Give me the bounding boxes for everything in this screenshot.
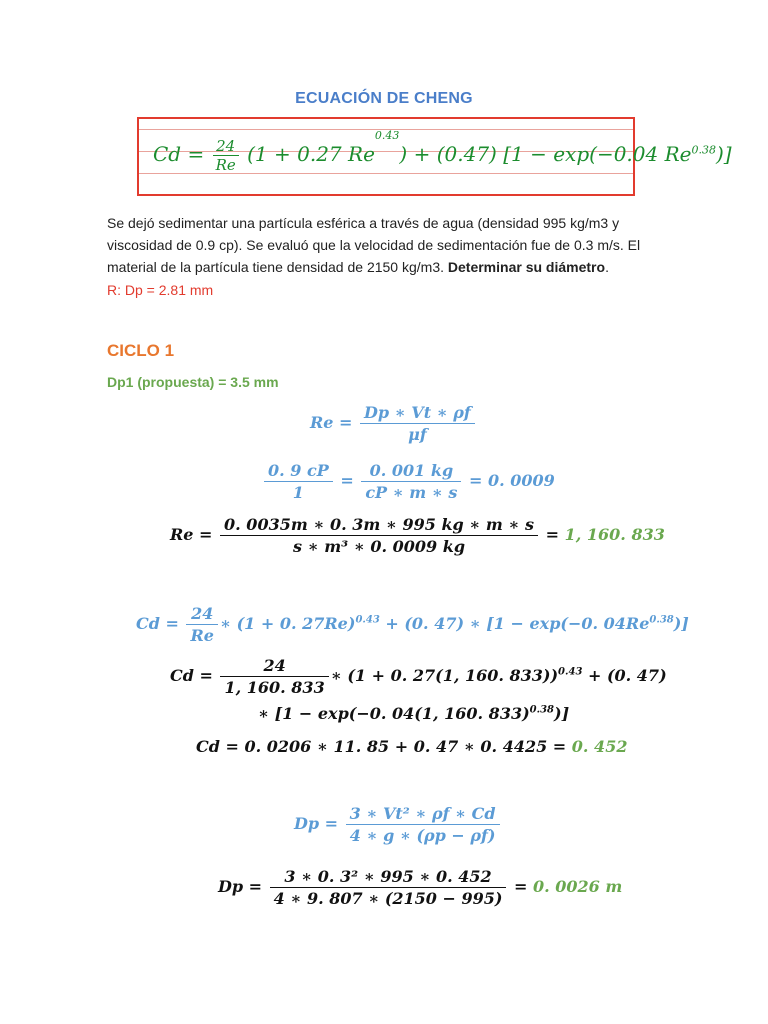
cdcalc-line2: ∗ [1 − exp(−0. 04(1, 160. 833) <box>258 704 530 723</box>
cd-rest3: )] <box>673 614 689 633</box>
recalc-eq: = <box>545 525 560 544</box>
hw-num: 24 <box>216 137 236 155</box>
proposed-diameter: Dp1 (propuesta) = 3.5 mm <box>107 374 279 390</box>
dp-num: 3 ∗ Vt² ∗ ρf ∗ Cd <box>349 804 496 823</box>
cdcalc-exp2: 0.38 <box>529 704 555 716</box>
re-den: μf <box>360 423 475 445</box>
dp-lhs: Dp = <box>294 814 339 833</box>
hw-fraction <box>213 137 239 174</box>
cd-rest: ∗ (1 + 0. 27Re) <box>219 614 356 633</box>
hw-plus: + (0.47) <box>413 142 497 166</box>
cdcalc-rest: ∗ (1 + 0. 27(1, 160. 833)) <box>330 666 559 685</box>
visc-result: = 0. 0009 <box>469 471 555 490</box>
hw-den: Re <box>213 155 239 174</box>
hw-exp1: 0.43 <box>374 129 400 143</box>
drag-coefficient-calculation-line2 <box>258 704 569 723</box>
handwritten-cheng-equation <box>153 129 732 174</box>
dpcalc-num: 3 ∗ 0. 3² ∗ 995 ∗ 0. 452 <box>284 867 492 886</box>
problem-text: Se dejó sedimentar una partícula esférica a través de agua (densidad 995 kg/m3 y viscosidad de 0.9 cp). Se evaluó que la velocidad de sedimentación fue de 0.3 m/s. El material de la partícula tiene densidad de 2150 kg/m3. <box>107 215 641 275</box>
visc-den2: cP ∗ m ∗ s <box>361 481 461 503</box>
recalc-num: 0. 0035m ∗ 0. 3m ∗ 995 kg ∗ m ∗ s <box>224 515 535 534</box>
problem-bold: Determinar su diámetro <box>447 259 606 275</box>
hw-close2: )] <box>715 142 732 166</box>
re-lhs: Re = <box>310 413 353 432</box>
re-num: Dp ∗ Vt ∗ ρf <box>364 403 471 422</box>
hw-term1: (1 + 0.27 Re <box>247 142 375 166</box>
drag-coefficient-result <box>196 737 627 756</box>
visc-num2: 0. 001 kg <box>369 461 454 480</box>
drag-coefficient-formula <box>136 603 689 646</box>
recalc-den: s ∗ m³ ∗ 0. 0009 kg <box>220 535 538 557</box>
dp-den: 4 ∗ g ∗ (ρp − ρf) <box>346 824 500 846</box>
visc-eq: = <box>340 471 354 490</box>
reynolds-formula <box>310 402 477 445</box>
dpcalc-lhs: Dp = <box>218 877 263 896</box>
diameter-calculation <box>218 866 622 909</box>
viscosity-conversion <box>262 460 555 503</box>
cdcalc-lhs: Cd = <box>170 666 213 685</box>
cd-rest2: + (0. 47) ∗ [1 − exp(−0. 04Re <box>379 614 650 633</box>
hw-cd-label: Cd = <box>153 142 205 166</box>
cd-lhs: Cd = <box>136 614 179 633</box>
dpcalc-den: 4 ∗ 9. 807 ∗ (2150 − 995) <box>270 887 507 909</box>
answer-line: R: Dp = 2.81 mm <box>107 282 214 298</box>
visc-num1: 0. 9 cP <box>268 461 329 480</box>
cd-exp1: 0.43 <box>355 614 380 626</box>
drag-coefficient-calculation <box>170 655 667 698</box>
cdcalc-den: 1, 160. 833 <box>220 676 328 698</box>
cd-den: Re <box>186 624 217 646</box>
dpcalc-result: 0. 0026 m <box>533 877 623 896</box>
problem-statement <box>107 212 667 278</box>
recalc-result: 1, 160. 833 <box>564 525 665 544</box>
dpcalc-eq: = <box>514 877 528 896</box>
problem-end: . <box>605 259 609 275</box>
page-title: ECUACIÓN DE CHENG <box>295 90 473 107</box>
handwritten-equation-box <box>137 117 732 196</box>
reynolds-calculation <box>170 514 665 557</box>
diameter-formula <box>294 803 502 846</box>
cdcalc-rest2: + (0. 47) <box>582 666 667 685</box>
cd-num: 24 <box>191 604 214 623</box>
cdcalc-num: 24 <box>263 656 286 675</box>
cycle-heading: CICLO 1 <box>107 341 175 360</box>
visc-den1: 1 <box>264 481 333 503</box>
hw-bracket: [1 − exp(−0.04 Re <box>503 142 692 166</box>
cdcalc-line2end: )] <box>554 704 570 723</box>
cdres-value: 0. 452 <box>571 737 628 756</box>
recalc-lhs: Re = <box>170 525 213 544</box>
hw-exp2: 0.38 <box>691 143 716 157</box>
cdcalc-exp1: 0.43 <box>558 666 583 678</box>
cdres-text: Cd = 0. 0206 ∗ 11. 85 + 0. 47 ∗ 0. 4425 = <box>196 737 567 756</box>
hw-close1: ) <box>399 142 408 166</box>
cd-exp2: 0.38 <box>649 614 674 626</box>
